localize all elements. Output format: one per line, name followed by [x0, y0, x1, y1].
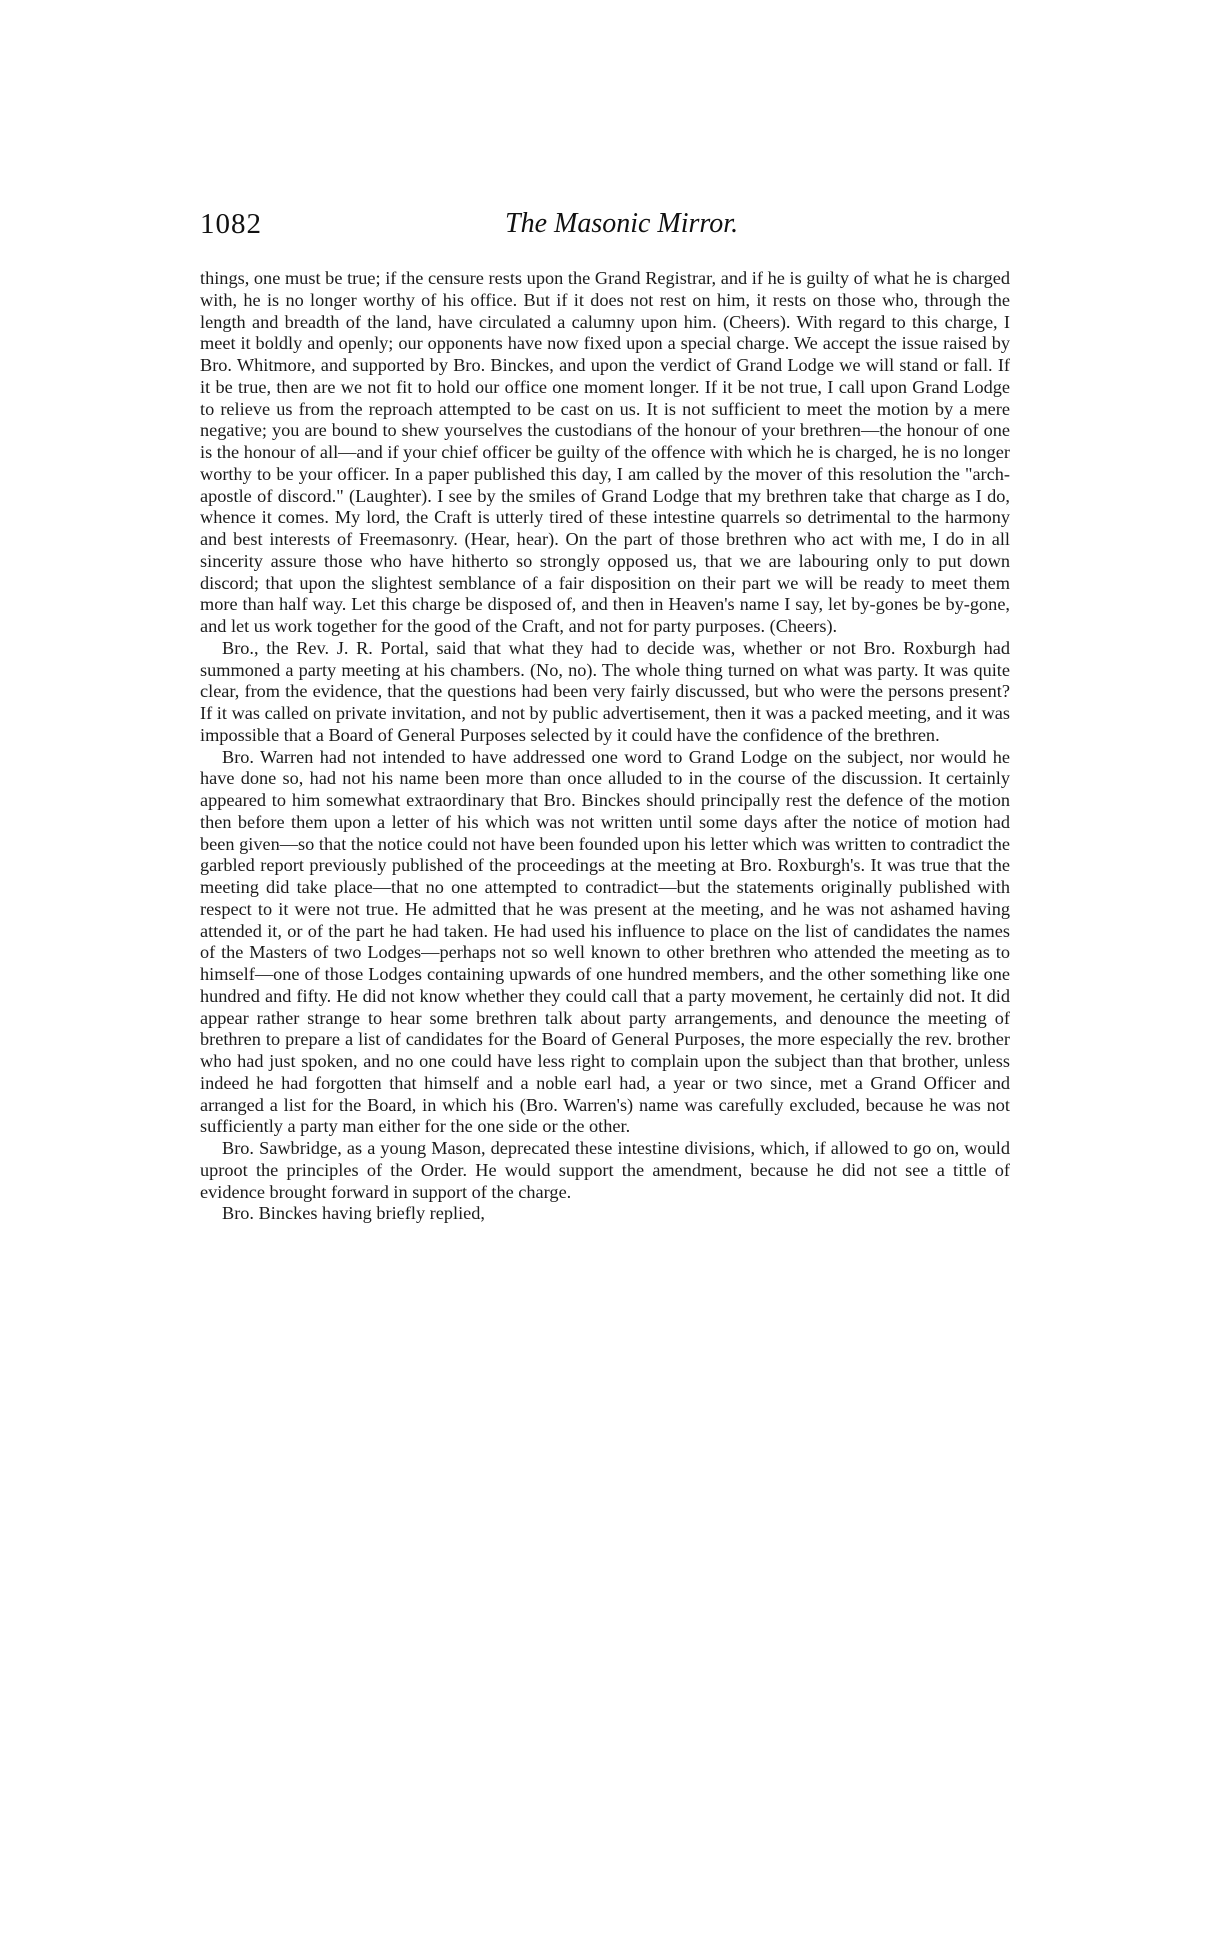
running-title: The Masonic Mirror. [505, 208, 739, 239]
paragraph-speech-continuation: things, one must be true; if the censure rests upon the Grand Registrar, and if he is guilty of what he is charged with, he is no longer worthy of his office. But if it does not rest on him, it rests on those who, through the length and breadth of the land, have circulated a calumny upon him. (Cheers). With regard to this charge, I meet it boldly and openly; our opponents have now fixed upon a special charge. We accept the issue raised by Bro. Whitmore, and supported by Bro. Binckes, and upon the verdict of Grand Lodge we will stand or fall. If it be true, then are we not fit to hold our office one moment longer. If it be not true, I call upon Grand Lodge to relieve us from the reproach attempted to be cast on us. It is not sufficient to meet the motion by a mere negative; you are bound to shew yourselves the custodians of the honour of your brethren—the honour of one is the honour of all—and if your chief officer be guilty of the offence with which he is charged, he is no longer worthy to be your officer. In a paper published this day, I am called by the mover of this resolution the "arch-apostle of discord." (Laughter). I see by the smiles of Grand Lodge that my brethren take that charge as I do, whence it comes. My lord, the Craft is utterly tired of these intestine quarrels so detrimental to the harmony and best interests of Freemasonry. (Hear, hear). On the part of those brethren who act with me, I do in all sincerity assure those who have hitherto so strongly opposed us, that we are labouring only to put down discord; that upon the slightest semblance of a fair disposition on their part we will be ready to meet them more than half way. Let this charge be disposed of, and then in Heaven's name I say, let by-gones be by-gone, and let us work together for the good of the Craft, and not for party purposes. (Cheers). [200, 268, 1010, 636]
article-body [200, 268, 1010, 1225]
paragraph-warren: Bro. Warren had not intended to have addressed one word to Grand Lodge on the subject, nor would he have done so, had not his name been more than once alluded to in the course of the discussion. It certainly appeared to him somewhat extraordinary that Bro. Binckes should principally rest the defence of the motion then before them upon a letter of his which was not written until some days after the notice of motion had been given—so that the notice could not have been founded upon his letter which was written to contradict the garbled report previously published of the proceedings at the meeting at Bro. Roxburgh's. It was true that the meeting did take place—that no one attempted to contradict—but the statements originally published with respect to it were not true. He admitted that he was present at the meeting, and he was not ashamed having attended it, or of the part he had taken. He had used his influence to place on the list of candidates the names of the Masters of two Lodges—perhaps not so well known to other brethren who attended the meeting as to himself—one of those Lodges containing upwards of one hundred members, and the other something like one hundred and fifty. He did not know whether they could call that a party movement, he certainly did not. It did appear rather strange to hear some brethren talk about party arrangements, and denounce the meeting of brethren to prepare a list of candidates for the Board of General Purposes, the more especially the rev. brother who had just spoken, and no one could have less right to complain upon the subject than that brother, unless indeed he had forgotten that himself and a noble earl had, a year or two since, met a Grand Officer and arranged a list for the Board, in which his (Bro. Warren's) name was carefully excluded, because he was not sufficiently a party man either for the one side or the other. [200, 746, 1010, 1137]
page-header [200, 208, 1040, 248]
paragraph-sawbridge: Bro. Sawbridge, as a young Mason, deprecated these intestine divisions, which, if allowed to go on, would uproot the principles of the Order. He would support the amendment, because he did not see a tittle of evidence brought forward in support of the charge. [200, 1138, 1010, 1202]
page-number: 1082 [200, 208, 262, 240]
paragraph-portal: Bro., the Rev. J. R. Portal, said that what they had to decide was, whether or not Bro. Roxburgh had summoned a party meeting at his chambers. (No, no). The whole thing turned on what was party. It was quite clear, from the evidence, that the questions had been very fairly discussed, but who were the persons present? If it was called on private invitation, and not by public advertisement, then it was a packed meeting, and it was impossible that a Board of General Purposes selected by it could have the confidence of the brethren. [200, 637, 1010, 745]
paragraph-binckes-reply: Bro. Binckes having briefly replied, [222, 1203, 485, 1224]
